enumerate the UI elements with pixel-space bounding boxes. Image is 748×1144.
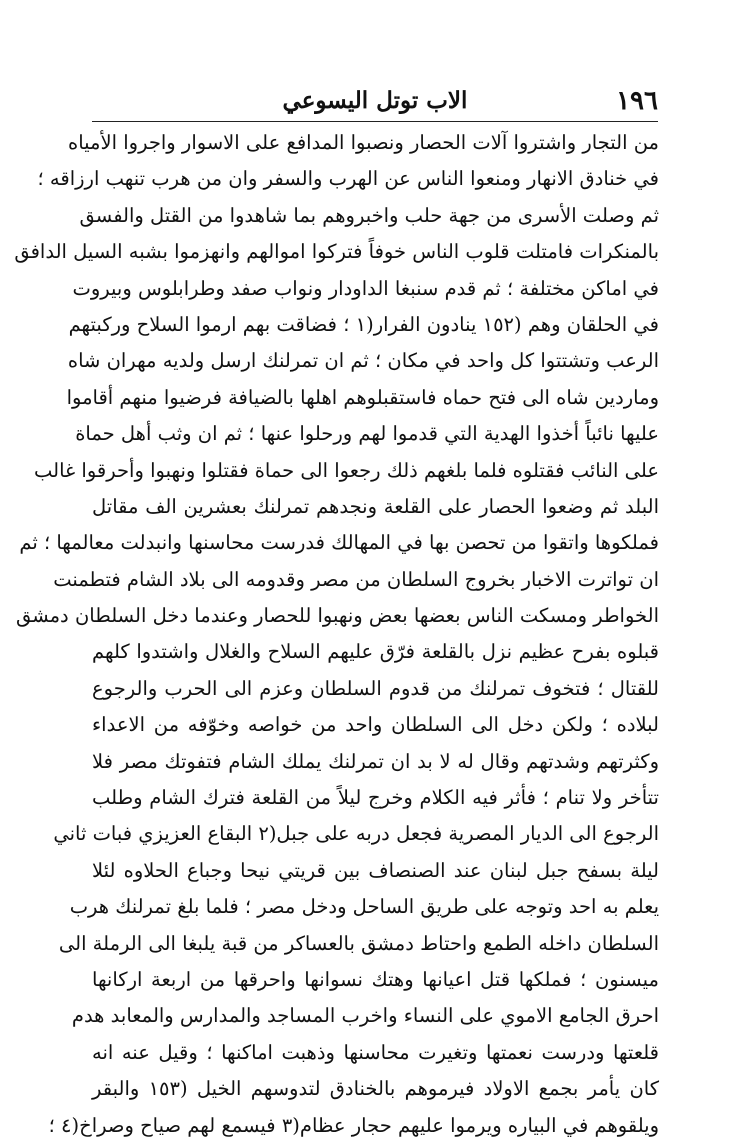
text-line: قبلوه بفرح عظيم نزل بالقلعة فرّق عليهم السلاح والغلال واشتدوا كلهم bbox=[92, 640, 659, 664]
text-line: ان تواترت الاخبار بخروج السلطان من مصر وقدومه الى بلاد الشام فتطمنت bbox=[53, 567, 659, 591]
text-line: ثم وصلت الأسرى من جهة حلب واخبروهم بما شاهدوا من القتل والفسق bbox=[79, 203, 659, 227]
text-line: ويلقوهم في البياره ويرموا عليهم حجار عظام(٣ فيسمع لهم صياح وصراخ(٤ ؛ bbox=[48, 1113, 659, 1137]
page-header bbox=[92, 86, 658, 120]
text-line: وماردين شاه الى فتح حماه فاستقبلوهم اهلها بالضيافة فرضيوا منهم أقاموا bbox=[66, 385, 659, 409]
text-line: من التجار واشتروا آلات الحصار ونصبوا المدافع على الاسوار واجروا الأمياه bbox=[68, 131, 659, 154]
text-line: ميسنون ؛ فملكها قتل اعيانها وهتك نسوانها واحرقها من اربعة اركانها bbox=[92, 967, 659, 991]
text-line: للقتال ؛ فتخوف تمرلنك من قدوم السلطان وعزم الى الحرب والرجوع bbox=[92, 676, 659, 700]
text-line: في اماكن مختلفة ؛ ثم قدم سنبغا الداودار ونواب صفد وطرابلوس وبيروت bbox=[72, 276, 659, 300]
text-line: الرجوع الى الديار المصرية فجعل دربه على جبل(٢ البقاع العزيزي فبات ثاني bbox=[53, 822, 659, 846]
text-line: ليلة بسفح جبل لبنان عند الصنصاف بين قريتي نيحا وجباع الحلاوه لئلا bbox=[92, 858, 659, 882]
text-line: في خنادق الانهار ومنعوا الناس عن الهرب والسفر وان من هرب تنهب ارزاقه ؛ bbox=[37, 167, 659, 191]
text-line: عليها نائباً أخذوا الهدية التي قدموا لهم ورحلوا عنها ؛ ثم ان وثب أهل حماة bbox=[75, 422, 659, 446]
text-line: يعلم به احد وتوجه على طريق الساحل ودخل مصر ؛ فلما بلغ تمرلنك هرب bbox=[69, 895, 659, 919]
text-line: الخواطر ومسكت الناس بعضها بعض ونهبوا للحصار وعندما دخل السلطان دمشق bbox=[15, 604, 659, 628]
text-line: في الحلقان وهم (١٥٢ ينادون الفرار(١ ؛ فضاقت بهم ارموا السلاح وركبتهم bbox=[68, 312, 659, 336]
text-line: بالمنكرات فامتلت قلوب الناس خوفاً فتركوا اموالهم وانهزموا بشبه السيل الدافق bbox=[14, 240, 659, 264]
text-line: لبلاده ؛ ولكن دخل الى السلطان واحد من خواصه وخوّفه من الاعداء bbox=[92, 713, 659, 737]
text-line: قلعتها ودرست نعمتها وتغيرت محاسنها وذهبت اماكنها ؛ وقيل عنه انه bbox=[92, 1040, 659, 1064]
text-line: على النائب فقتلوه فلما بلغهم ذلك رجعوا الى حماة فقتلوا ونهبوا وأحرقوا غالب bbox=[34, 458, 659, 482]
text-line: تتأخر ولا تنام ؛ فأثر فيه الكلام وخرج ليلاً من القلعة فترك الشام وطلب bbox=[92, 786, 659, 810]
header-rule bbox=[92, 121, 658, 122]
text-line: فملكوها واتقوا من تحصن بها في المهالك فدرست محاسنها وانبدلت معالمها ؛ ثم bbox=[19, 531, 659, 555]
text-line: الرعب وتشتتوا كل واحد في مكان ؛ ثم ان تمرلنك ارسل ولديه مهران شاه bbox=[67, 349, 659, 373]
text-line: وكثرتهم وشدتهم وقال له لا بد ان تمرلنك يملك الشام فتفوتك مصر فلا bbox=[92, 749, 659, 773]
body-text bbox=[14, 125, 659, 1144]
text-line: احرق الجامع الاموي على النساء واخرب المساجد والمدارس والمعابد هدم bbox=[71, 1004, 659, 1028]
text-line: كان يأمر بجمع الاولاد فيرموهم بالخنادق لتدوسهم الخيل (١٥٣ والبقر bbox=[92, 1077, 659, 1101]
text-line: السلطان داخله الطمع واحتاط دمشق بالعساكر من قبة يلبغا الى الرملة الى bbox=[58, 931, 659, 955]
running-title: الاب توتل اليسوعي bbox=[282, 87, 468, 114]
page-number: ١٩٦ bbox=[616, 86, 658, 116]
text-line: البلد ثم وضعوا الحصار على القلعة ونجدهم تمرلنك بعشرين الف مقاتل bbox=[92, 494, 659, 518]
